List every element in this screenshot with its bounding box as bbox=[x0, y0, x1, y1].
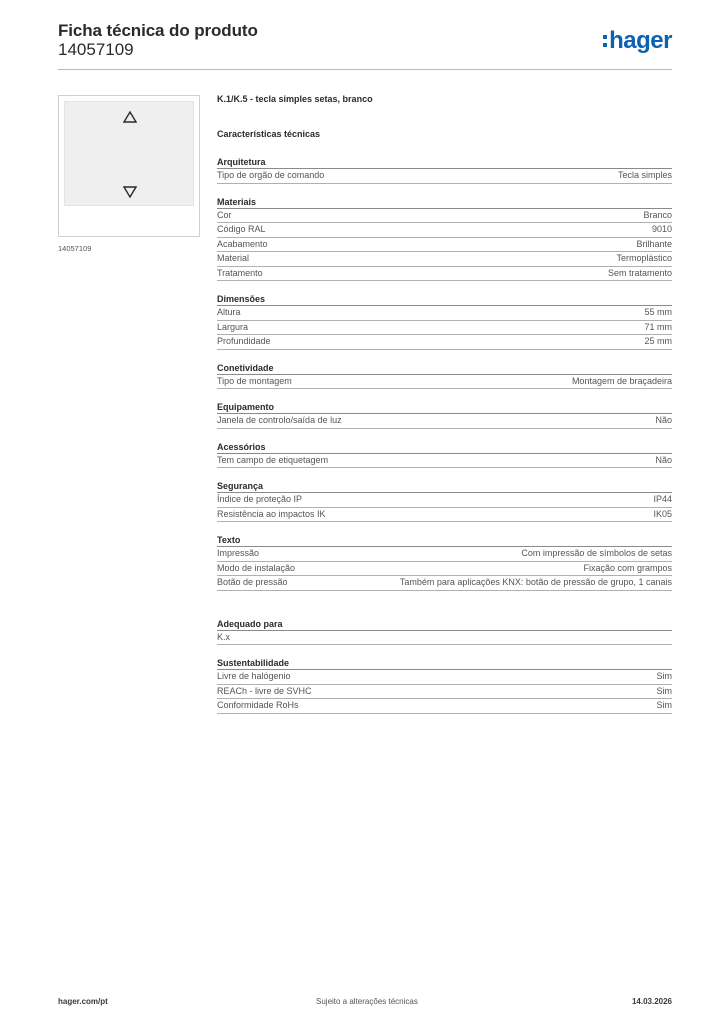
spec-label: Cor bbox=[217, 209, 232, 220]
spec-row bbox=[217, 454, 672, 469]
spec-group bbox=[217, 479, 672, 522]
spec-group-title: Equipamento bbox=[217, 400, 672, 414]
spec-group bbox=[217, 533, 672, 591]
spec-value: Sim bbox=[656, 700, 672, 710]
spec-row bbox=[217, 631, 672, 646]
spec-label: Impressão bbox=[217, 548, 260, 558]
spec-group bbox=[217, 195, 672, 282]
spec-row bbox=[217, 209, 672, 224]
spec-value: Termoplástico bbox=[616, 253, 672, 263]
footer-notice: Sujeito a alterações técnicas bbox=[316, 997, 418, 1006]
spec-group bbox=[217, 400, 672, 429]
spec-value: 25 mm bbox=[644, 336, 672, 346]
document-title: Ficha técnica do produto bbox=[58, 21, 258, 40]
spec-value: Fixação com grampos bbox=[583, 562, 672, 573]
spec-row bbox=[217, 335, 672, 350]
spec-label: Acabamento bbox=[217, 238, 268, 249]
spec-group-title: Segurança bbox=[217, 479, 672, 493]
spec-group bbox=[217, 617, 672, 646]
spec-row bbox=[217, 547, 672, 562]
logo-text: hager bbox=[609, 27, 672, 54]
spec-group bbox=[217, 440, 672, 469]
spec-label: Índice de proteção IP bbox=[217, 494, 303, 504]
spec-group-title: Arquitetura bbox=[217, 155, 672, 169]
section-title: Características técnicas bbox=[217, 129, 321, 139]
spec-group bbox=[217, 656, 672, 714]
footer-date: 14.03.2026 bbox=[631, 997, 672, 1006]
arrow-down-icon bbox=[123, 186, 137, 198]
product-code: 14057109 bbox=[58, 40, 134, 59]
spec-label: K.x bbox=[217, 631, 231, 642]
hager-logo bbox=[603, 27, 672, 55]
spec-value: Tecla simples bbox=[617, 170, 672, 180]
spec-label: Tipo de montagem bbox=[217, 375, 292, 386]
spec-group-title: Dimensões bbox=[217, 292, 672, 306]
spec-value: Não bbox=[655, 415, 672, 425]
spec-group bbox=[217, 361, 672, 390]
spec-label: Código RAL bbox=[217, 224, 266, 234]
spec-value: IK05 bbox=[653, 508, 672, 519]
spec-row bbox=[217, 414, 672, 429]
spec-row bbox=[217, 223, 672, 238]
spec-row bbox=[217, 238, 672, 253]
spec-value: Sem tratamento bbox=[607, 267, 672, 278]
spec-label: Tratamento bbox=[217, 267, 263, 278]
spec-group-title: Adequado para bbox=[217, 617, 672, 631]
spec-row bbox=[217, 576, 672, 591]
spec-value: 9010 bbox=[651, 224, 672, 234]
page-header bbox=[58, 20, 672, 70]
image-caption: 14057109 bbox=[58, 244, 92, 253]
switch-face bbox=[64, 101, 194, 206]
spec-value: 55 mm bbox=[644, 307, 672, 317]
spec-row bbox=[217, 493, 672, 508]
spec-label: Botão de pressão bbox=[217, 577, 288, 587]
spec-label: Janela de controlo/saída de luz bbox=[217, 415, 342, 425]
spec-group-title: Sustentabilidade bbox=[217, 656, 672, 670]
spec-groups bbox=[217, 155, 672, 714]
spec-group bbox=[217, 155, 672, 184]
arrow-up-icon bbox=[123, 111, 137, 123]
spec-label: Tem campo de etiquetagem bbox=[217, 454, 329, 465]
spec-value: 71 mm bbox=[644, 321, 672, 332]
spec-group-title: Conetividade bbox=[217, 361, 672, 375]
spec-label: Resistência ao impactos IK bbox=[217, 508, 326, 519]
spec-row bbox=[217, 321, 672, 336]
spec-value: Branco bbox=[643, 209, 672, 220]
spec-panel bbox=[217, 94, 672, 714]
spec-label: Conformidade RoHs bbox=[217, 700, 299, 710]
spec-row bbox=[217, 306, 672, 321]
spec-row bbox=[217, 169, 672, 184]
spec-value: Sim bbox=[656, 671, 672, 681]
spec-label: Livre de halógenio bbox=[217, 671, 291, 681]
spec-value: Não bbox=[655, 454, 672, 465]
spec-value: Brilhante bbox=[636, 238, 672, 249]
spec-row bbox=[217, 670, 672, 685]
spec-label: REACh - livre de SVHC bbox=[217, 685, 312, 696]
spec-value: Com impressão de símbolos de setas bbox=[521, 548, 672, 558]
spec-group-title: Materiais bbox=[217, 195, 672, 209]
spec-row bbox=[217, 699, 672, 714]
spec-value: IP44 bbox=[653, 494, 672, 504]
spec-row bbox=[217, 267, 672, 282]
spec-value: Montagem de braçadeira bbox=[571, 375, 672, 386]
logo-dots-icon bbox=[603, 35, 607, 47]
spec-row bbox=[217, 375, 672, 390]
spec-row bbox=[217, 685, 672, 700]
spec-group-title: Acessórios bbox=[217, 440, 672, 454]
spec-label: Profundidade bbox=[217, 336, 271, 346]
spec-value: Sim bbox=[656, 685, 672, 696]
product-image bbox=[58, 95, 200, 237]
spec-label: Altura bbox=[217, 307, 241, 317]
spec-row bbox=[217, 508, 672, 523]
spec-row bbox=[217, 252, 672, 267]
spec-row bbox=[217, 562, 672, 577]
spec-value: Também para aplicações KNX: botão de pressão de grupo, 1 canais bbox=[399, 577, 672, 587]
spec-group-title: Texto bbox=[217, 533, 672, 547]
spec-label: Tipo de orgão de comando bbox=[217, 170, 325, 180]
spec-label: Modo de instalação bbox=[217, 562, 296, 573]
spec-label: Largura bbox=[217, 321, 249, 332]
product-name: K.1/K.5 - tecla simples setas, branco bbox=[217, 94, 373, 104]
footer-website[interactable]: hager.com/pt bbox=[58, 997, 108, 1006]
spec-group bbox=[217, 292, 672, 350]
spec-label: Material bbox=[217, 253, 250, 263]
